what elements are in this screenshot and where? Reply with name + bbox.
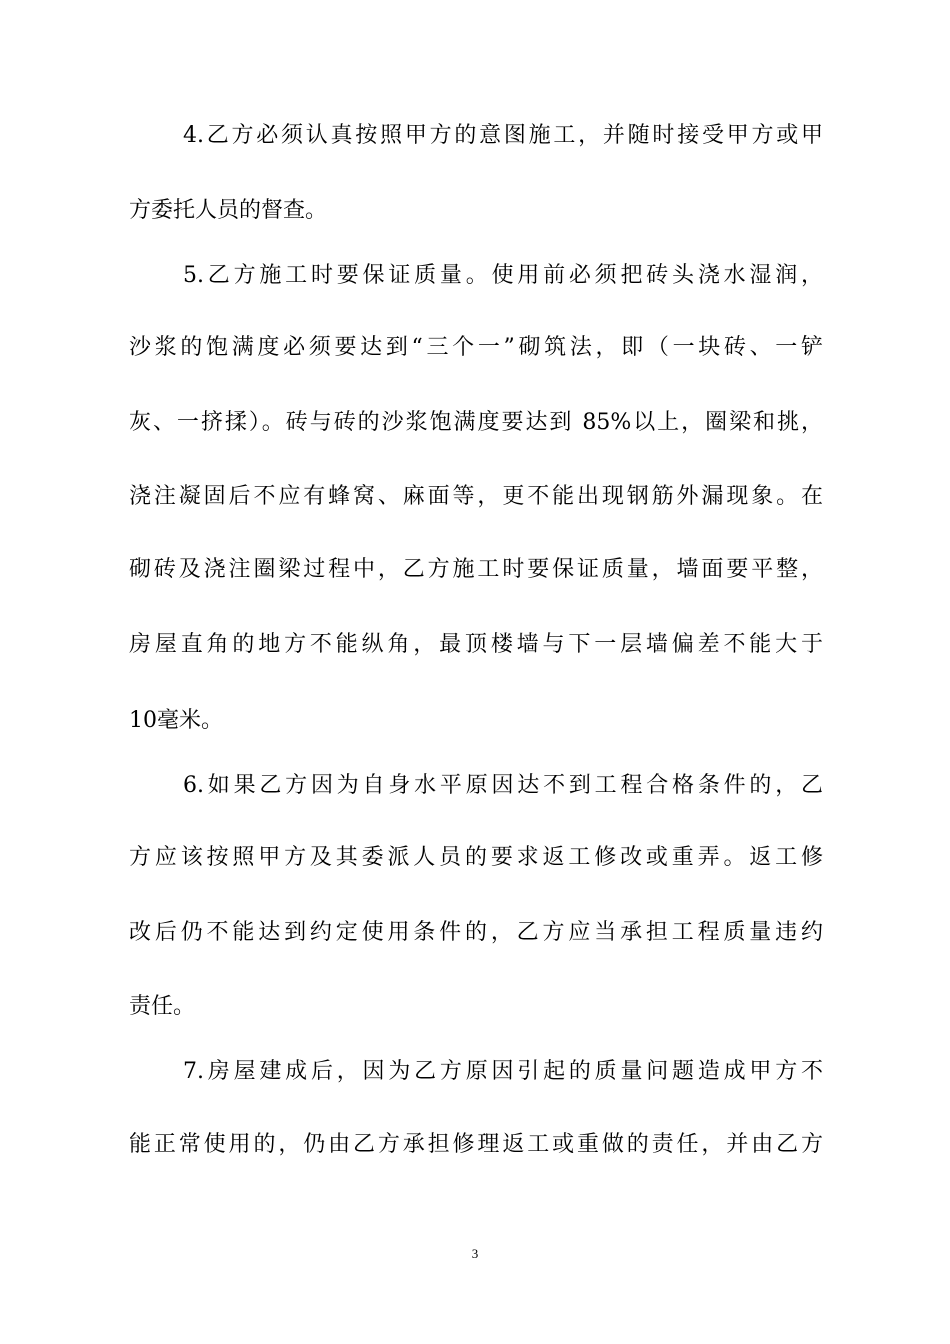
- paragraph-4-line-1: 4.乙方必须认真按照甲方的意图施工，并随时接受甲方或甲: [183, 123, 823, 148]
- paragraph-5-line-1: 5.乙方施工时要保证质量。使用前必须把砖头浇水湿润，: [183, 263, 823, 288]
- paragraph-5-line-2: 沙浆的饱满度必须要达到“三个一”砌筑法，即（一块砖、一铲: [129, 335, 823, 360]
- paragraph-6-line-3: 改后仍不能达到约定使用条件的，乙方应当承担工程质量违约: [129, 920, 823, 945]
- paragraph-5-line-3: 灰、一挤揉）。砖与砖的沙浆饱满度要达到 85%以上，圈梁和挑，: [129, 410, 823, 435]
- page-number: 3: [471, 1246, 479, 1261]
- paragraph-5-line-7: 10毫米。: [129, 708, 223, 733]
- paragraph-5-line-4: 浇注凝固后不应有蜂窝、麻面等，更不能出现钢筋外漏现象。在: [129, 484, 823, 509]
- paragraph-5-line-6: 房屋直角的地方不能纵角，最顶楼墙与下一层墙偏差不能大于: [129, 632, 823, 657]
- paragraph-5-line-5: 砌砖及浇注圈梁过程中，乙方施工时要保证质量，墙面要平整，: [129, 557, 823, 582]
- paragraph-6-line-1: 6.如果乙方因为自身水平原因达不到工程合格条件的，乙: [183, 773, 823, 798]
- paragraph-6-line-2: 方应该按照甲方及其委派人员的要求返工修改或重弄。返工修: [129, 845, 823, 870]
- paragraph-7-line-2: 能正常使用的，仍由乙方承担修理返工或重做的责任，并由乙方: [129, 1132, 823, 1157]
- paragraph-6-line-4: 责任。: [129, 994, 196, 1019]
- paragraph-4-line-2: 方委托人员的督查。: [129, 198, 328, 223]
- paragraph-7-line-1: 7.房屋建成后，因为乙方原因引起的质量问题造成甲方不: [183, 1059, 823, 1084]
